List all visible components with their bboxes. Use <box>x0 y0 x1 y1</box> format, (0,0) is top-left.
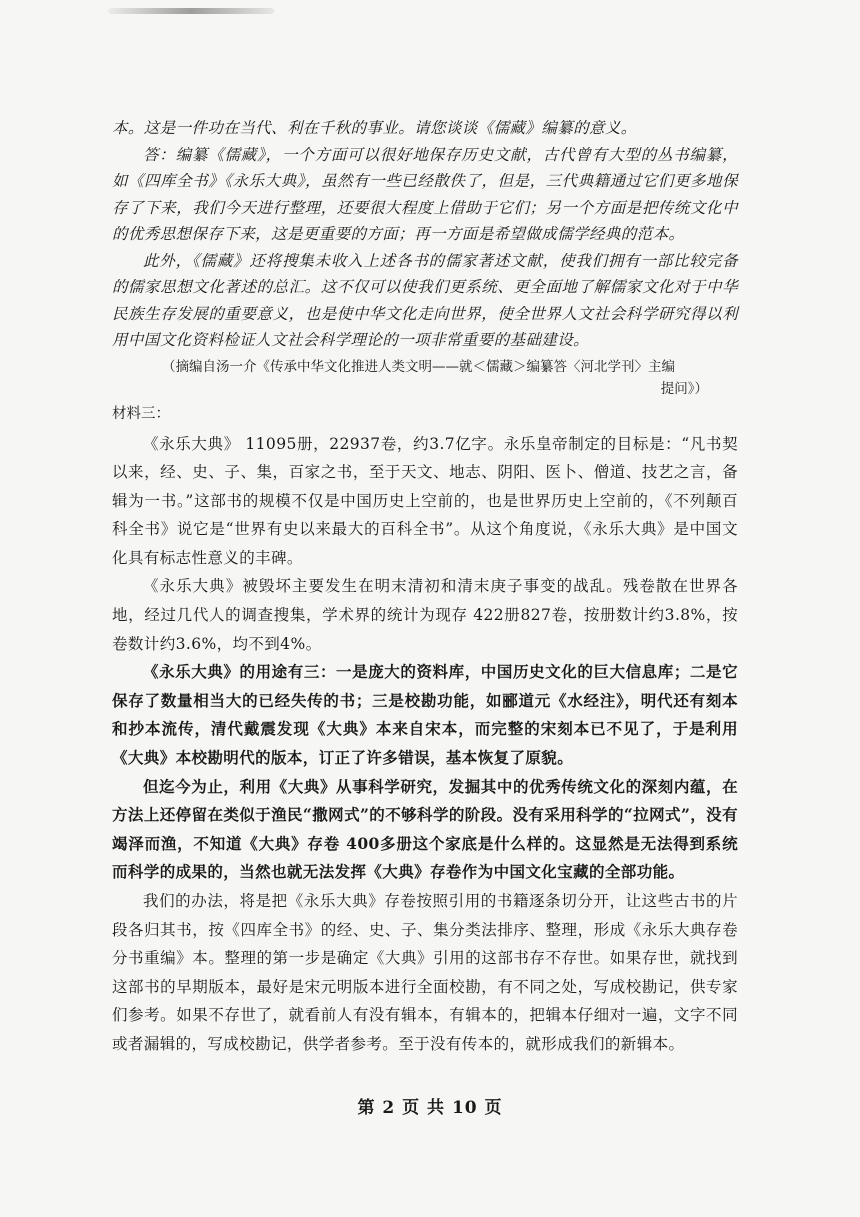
material-three-paragraph-2: 《永乐大典》被毁坏主要发生在明末清初和清末庚子事变的战乱。残卷散在世界各地，经过几代人的调查搜集，学术界的统计为现存 422册827卷，按册数计约3.8%，按卷数计约3.6%，均不到4%。 <box>112 577 738 653</box>
page-number-footer: 第 2 页 共 10 页 <box>357 1098 503 1118</box>
material-three-label: 材料三： <box>112 405 170 422</box>
answer-paragraph-1: 答：编纂《儒藏》，一个方面可以很好地保存历史文献，古代曾有大型的丛书编纂，如《四库全书》《永乐大典》，虽然有一些已经散佚了，但是，三代典籍通过它们更多地保存了下来，我们今天进行整理，还要很大程度上借助于它们；另一个方面是把传统文化中的优秀思想保存下来，这是更重要的方面；再一方面是希望做成儒学经典的范本。 <box>112 145 738 243</box>
answer-paragraph-2: 此外，《儒藏》还将搜集未收入上述各书的儒家著述文献，使我们拥有一部比较完备的儒家思想文化著述的总汇。这不仅可以使我们更系统、更全面地了解儒家文化对于中华民族生存发展的重要意义，也是使中华文化走向世界，使全世界人文社会科学研究得以利用中国文化资料检证人文社会科学理论的一项非常重要的基础建设。 <box>112 251 738 349</box>
material-three <box>112 430 738 1059</box>
document-body <box>112 115 738 1059</box>
source-citation-main: （摘编自汤一介《传承中华文化推进人类文明——就＜儒藏＞编纂答〈河北学刊〉主编 <box>162 358 675 375</box>
intro-line: 本。这是一件功在当代、利在千秋的事业。请您谈谈《儒藏》编纂的意义。 <box>112 119 637 137</box>
scan-artifact <box>108 8 274 14</box>
material-three-paragraph-4: 但迄今为止，利用《大典》从事科学研究，发掘其中的优秀传统文化的深刻内蕴，在方法上还停留在类似于渔民“撒网式”的不够科学的阶段。没有采用科学的“拉网式”，没有竭泽而渔，不知道《大典》存卷 400多册这个家底是什么样的。这显然是无法得到系统而科学的成果的，当然也就无法发挥《大典》存卷作为中国文化宝藏的全部功能。 <box>112 776 738 882</box>
material-three-paragraph-5: 我们的办法，将是把《永乐大典》存卷按照引用的书籍逐条切分开，让这些古书的片段各归其书，按《四库全书》的经、史、子、集分类法排序、整理，形成《永乐大典存卷分书重编》本。整理的第一步是确定《大典》引用的这部书存不存世。如果存世，就找到这部书的早期版本，最好是宋元明版本进行全面校勘，有不同之处，写成校勘记，供专家们参考。如果不存世了，就看前人有没有辑本，有辑本的，把辑本仔细对一遍，文字不同或者漏辑的，写成校勘记，供学者参考。至于没有传本的，就形成我们的新辑本。 <box>112 892 738 1053</box>
source-citation-end: 提问》） <box>660 380 708 397</box>
source-citation <box>112 356 738 400</box>
material-three-paragraph-1: 《永乐大典》 11095册，22937卷，约3.7亿字。永乐皇帝制定的目标是：“凡书契以来，经、史、子、集，百家之书，至于天文、地志、阴阳、医卜、僧道、技艺之言，备辑为一书。”这部书的规模不仅是中国历史上空前的，也是世界历史上空前的，《不列颠百科全书》说它是“世界有史以来最大的百科全书”。从这个角度说，《永乐大典》是中国文化具有标志性意义的丰碑。 <box>112 434 738 567</box>
material-three-paragraph-3: 《永乐大典》的用途有三：一是庞大的资料库，中国历史文化的巨大信息库；二是它保存了数量相当大的已经失传的书；三是校勘功能，如郦道元《水经注》，明代还有刻本和抄本流传，清代戴震发现《大典》本来自宋本，而完整的宋刻本已不见了，于是利用《大典》本校勘明代的版本，订正了许多错误，基本恢复了原貌。 <box>112 662 738 768</box>
